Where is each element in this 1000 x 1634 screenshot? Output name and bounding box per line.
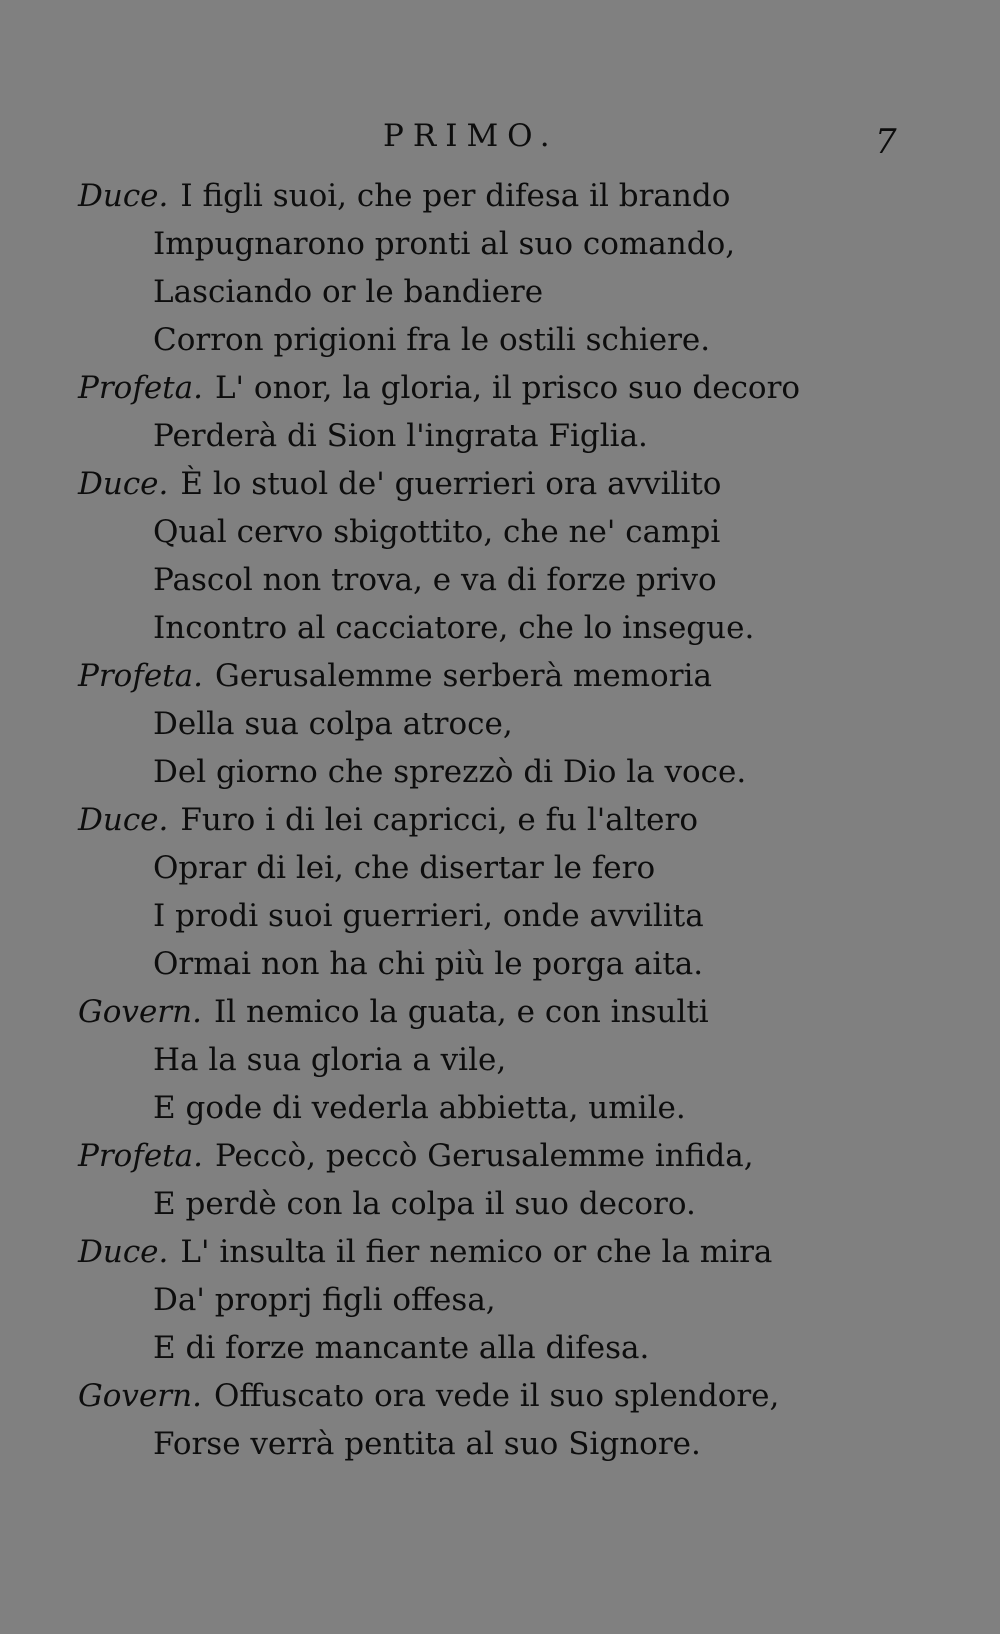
speaker-line bbox=[0, 460, 1000, 508]
verse-text-content: I prodi suoi guerrieri, onde avvilita bbox=[153, 898, 704, 934]
verse-text-content: Ormai non ha chi più le porga aita. bbox=[153, 946, 704, 982]
speaker-name: Duce. bbox=[78, 178, 169, 214]
speaker-line bbox=[0, 172, 1000, 220]
verse-text-content: E perdè con la colpa il suo decoro. bbox=[153, 1186, 696, 1222]
verse-text-content: Ha la sua gloria a vile, bbox=[153, 1042, 507, 1078]
verse-line bbox=[0, 412, 1000, 460]
verse-text-content: Della sua colpa atroce, bbox=[153, 706, 513, 742]
speaker-name: Profeta. bbox=[78, 370, 203, 406]
verse-line bbox=[0, 748, 1000, 796]
verse-line bbox=[0, 1180, 1000, 1228]
verse-line bbox=[0, 1324, 1000, 1372]
verse-text-content: Perderà di Sion l'ingrata Figlia. bbox=[153, 418, 648, 454]
speaker-name: Duce. bbox=[78, 466, 169, 502]
verse-text-content: Peccò, peccò Gerusalemme infida, bbox=[214, 1138, 754, 1174]
verse-text-content: Lasciando or le bandiere bbox=[153, 274, 544, 310]
verse-line bbox=[0, 508, 1000, 556]
speaker-name: Profeta. bbox=[78, 658, 203, 694]
verse-line bbox=[0, 316, 1000, 364]
verse-line bbox=[0, 1276, 1000, 1324]
verse-line bbox=[0, 892, 1000, 940]
speaker-line bbox=[0, 1132, 1000, 1180]
verse-line bbox=[0, 220, 1000, 268]
speaker-name: Profeta. bbox=[78, 1138, 203, 1174]
verse-text-content: Qual cervo sbigottito, che ne' campi bbox=[153, 514, 721, 550]
verse-text-content: Corron prigioni fra le ostili schiere. bbox=[153, 322, 711, 358]
verse-text-content: È lo stuol de' guerrieri ora avvilito bbox=[180, 466, 722, 502]
verse-text-content: Gerusalemme serberà memoria bbox=[214, 658, 712, 694]
verse-text bbox=[0, 172, 1000, 1468]
speaker-name: Duce. bbox=[78, 802, 169, 838]
verse-line bbox=[0, 1420, 1000, 1468]
verse-text-content: Forse verrà pentita al suo Signore. bbox=[153, 1426, 701, 1462]
verse-text-content: L' insulta il fier nemico or che la mira bbox=[180, 1234, 773, 1270]
speaker-line bbox=[0, 796, 1000, 844]
speaker-line bbox=[0, 364, 1000, 412]
verse-text-content: Offuscato ora vede il suo splendore, bbox=[213, 1378, 780, 1414]
speaker-name: Govern. bbox=[78, 994, 202, 1030]
verse-line bbox=[0, 556, 1000, 604]
running-head: PRIMO. bbox=[383, 118, 559, 154]
verse-text-content: Pascol non trova, e va di forze privo bbox=[153, 562, 717, 598]
verse-text-content: L' onor, la gloria, il prisco suo decoro bbox=[214, 370, 801, 406]
verse-line bbox=[0, 940, 1000, 988]
verse-text-content: Furo i di lei capricci, e fu l'altero bbox=[180, 802, 698, 838]
speaker-line bbox=[0, 988, 1000, 1036]
verse-line bbox=[0, 604, 1000, 652]
page-header bbox=[0, 114, 1000, 162]
speaker-name: Govern. bbox=[78, 1378, 202, 1414]
verse-line bbox=[0, 844, 1000, 892]
verse-line bbox=[0, 1036, 1000, 1084]
page-number: 7 bbox=[875, 122, 897, 162]
verse-line bbox=[0, 268, 1000, 316]
speaker-name: Duce. bbox=[78, 1234, 169, 1270]
verse-line bbox=[0, 700, 1000, 748]
verse-text-content: E gode di vederla abbietta, umile. bbox=[153, 1090, 686, 1126]
verse-text-content: Impugnarono pronti al suo comando, bbox=[153, 226, 736, 262]
verse-text-content: Del giorno che sprezzò di Dio la voce. bbox=[153, 754, 747, 790]
verse-text-content: Oprar di lei, che disertar le fero bbox=[153, 850, 656, 886]
verse-text-content: Incontro al cacciatore, che lo insegue. bbox=[153, 610, 755, 646]
verse-text-content: Il nemico la guata, e con insulti bbox=[213, 994, 709, 1030]
verse-text-content: Da' proprj figli offesa, bbox=[153, 1282, 496, 1318]
verse-line bbox=[0, 1084, 1000, 1132]
speaker-line bbox=[0, 1228, 1000, 1276]
speaker-line bbox=[0, 652, 1000, 700]
speaker-line bbox=[0, 1372, 1000, 1420]
verse-text-content: E di forze mancante alla difesa. bbox=[153, 1330, 650, 1366]
verse-text-content: I figli suoi, che per difesa il brando bbox=[180, 178, 731, 214]
